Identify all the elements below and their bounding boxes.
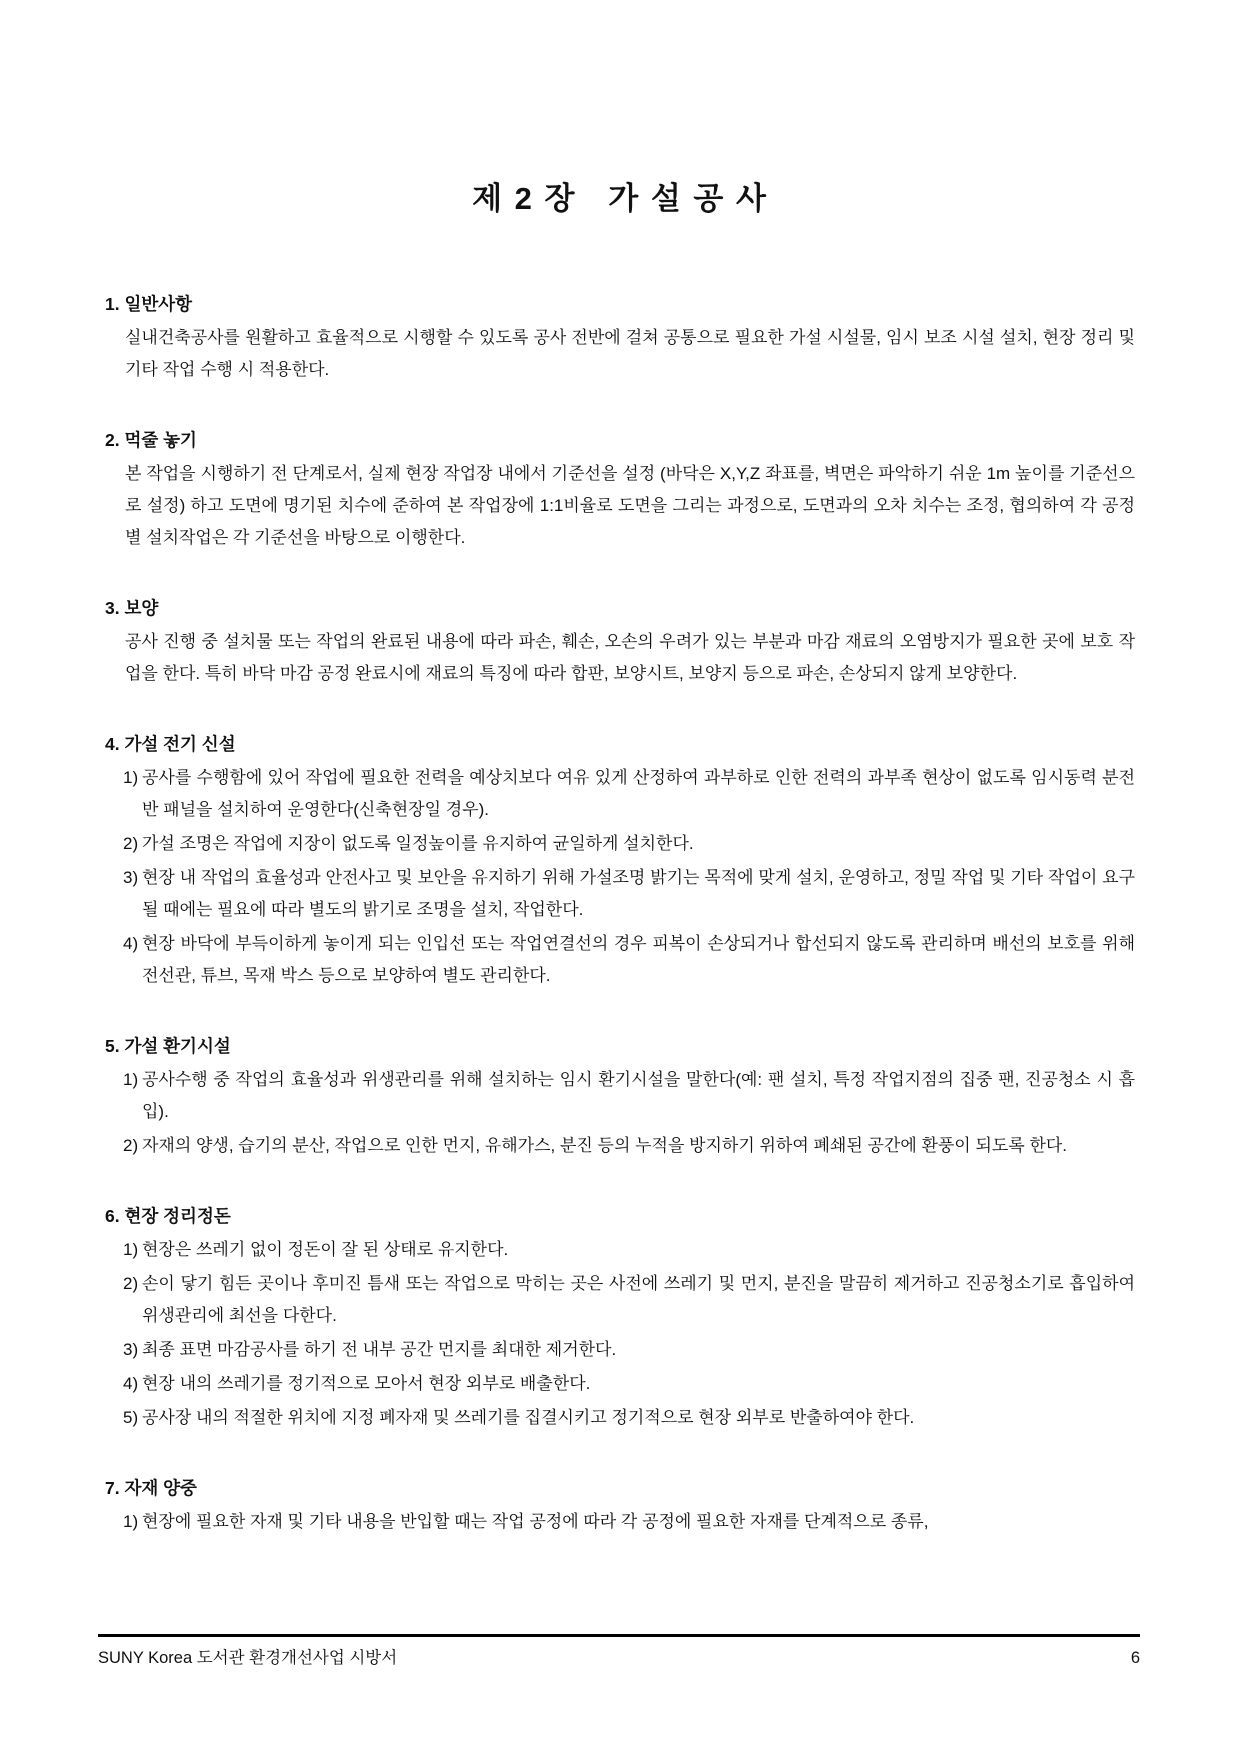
section-1 — [105, 288, 1135, 386]
list-item — [105, 1368, 1135, 1400]
item-text: 최종 표면 마감공사를 하기 전 내부 공간 먼지를 최대한 제거한다. — [142, 1340, 617, 1359]
section-heading: 2. 먹줄 놓기 — [105, 430, 197, 450]
list-item — [105, 928, 1135, 992]
item-marker: 1) — [123, 1240, 139, 1259]
section-heading: 4. 가설 전기 신설 — [105, 734, 236, 754]
item-text: 현장 내 작업의 효율성과 안전사고 및 보안을 유지하기 위해 가설조명 밝기는 목적에 맞게 설치, 운영하고, 정밀 작업 및 기타 작업이 요구될 때에는 필요에 따라 별도의 밝기로 조명을 설치, 작업한다. — [142, 868, 1135, 919]
section-4 — [105, 728, 1135, 992]
section-5 — [105, 1030, 1135, 1162]
paragraph: 공사 진행 중 설치물 또는 작업의 완료된 내용에 따라 파손, 훼손, 오손의 우려가 있는 부분과 마감 재료의 오염방지가 필요한 곳에 보호 작업을 한다. 특히 바닥 마감 공정 완료시에 재료의 특징에 따라 합판, 보양시트, 보양지 등으로 파손, 손상되지 않게 보양한다. — [125, 632, 1135, 683]
item-marker: 5) — [123, 1408, 139, 1427]
item-text: 공사수행 중 작업의 효율성과 위생관리를 위해 설치하는 임시 환기시설을 말한다(예: 팬 설치, 특정 작업지점의 집중 팬, 진공청소 시 흡입). — [142, 1070, 1135, 1121]
item-text: 가설 조명은 작업에 지장이 없도록 일정높이를 유지하여 균일하게 설치한다. — [142, 834, 694, 853]
item-marker: 2) — [123, 834, 139, 853]
document-content — [105, 0, 1135, 1538]
section-2 — [105, 424, 1135, 554]
list-item — [105, 1064, 1135, 1128]
list-item — [105, 1234, 1135, 1266]
item-marker: 4) — [123, 1374, 139, 1393]
page-number: 6 — [1130, 1649, 1140, 1667]
item-marker: 3) — [123, 868, 139, 887]
item-text: 현장 내의 쓰레기를 정기적으로 모아서 현장 외부로 배출한다. — [142, 1374, 591, 1393]
item-marker: 1) — [123, 1512, 139, 1531]
item-text: 공사를 수행함에 있어 작업에 필요한 전력을 예상치보다 여유 있게 산정하여 과부하로 인한 전력의 과부족 현상이 없도록 임시동력 분전반 패널을 설치하여 운영한다(신축현장일 경우). — [142, 768, 1135, 819]
section-heading: 3. 보양 — [105, 598, 159, 618]
item-marker: 1) — [123, 768, 139, 787]
page-footer — [98, 1634, 1140, 1669]
list-item — [105, 762, 1135, 826]
item-text: 현장 바닥에 부득이하게 놓이게 되는 인입선 또는 작업연결선의 경우 피복이 손상되거나 합선되지 않도록 관리하며 배선의 보호를 위해 전선관, 튜브, 목재 박스 등으로 보양하여 별도 관리한다. — [142, 934, 1135, 985]
sections — [105, 288, 1135, 1538]
section-3 — [105, 592, 1135, 690]
section-heading: 5. 가설 환기시설 — [105, 1036, 231, 1056]
list-item — [105, 1130, 1135, 1162]
list-item — [105, 1506, 1135, 1538]
section-heading: 6. 현장 정리정돈 — [105, 1206, 231, 1226]
list-item — [105, 828, 1135, 860]
paragraph: 실내건축공사를 원활하고 효율적으로 시행할 수 있도록 공사 전반에 걸쳐 공통으로 필요한 가설 시설물, 임시 보조 시설 설치, 현장 정리 및 기타 작업 수행 시 적용한다. — [125, 328, 1135, 379]
list-item — [105, 1334, 1135, 1366]
item-marker: 2) — [123, 1274, 139, 1293]
item-text: 공사장 내의 적절한 위치에 지정 폐자재 및 쓰레기를 집결시키고 정기적으로 현장 외부로 반출하여야 한다. — [142, 1408, 915, 1427]
section-heading: 7. 자재 양중 — [105, 1478, 197, 1498]
chapter-title: 제 2 장 가 설 공 사 — [472, 181, 768, 216]
item-marker: 1) — [123, 1070, 139, 1089]
section-7 — [105, 1472, 1135, 1538]
paragraph: 본 작업을 시행하기 전 단계로서, 실제 현장 작업장 내에서 기준선을 설정 (바닥은 X,Y,Z 좌표를, 벽면은 파악하기 쉬운 1m 높이를 기준선으로 설정) 하고 도면에 명기된 치수에 준하여 본 작업장에 1:1비율로 도면을 그리는 과정으로, 도면과의 오차 치수는 조정, 협의하여 각 공정별 설치작업은 각 기준선을 바탕으로 이행한다. — [125, 464, 1135, 547]
section-heading: 1. 일반사항 — [105, 294, 193, 314]
footer-row — [98, 1647, 1140, 1669]
item-text: 현장은 쓰레기 없이 정돈이 잘 된 상태로 유지한다. — [142, 1240, 509, 1259]
list-item — [105, 1402, 1135, 1434]
list-item — [105, 862, 1135, 926]
list-item — [105, 1268, 1135, 1332]
item-text: 자재의 양생, 습기의 분산, 작업으로 인한 먼지, 유해가스, 분진 등의 누적을 방지하기 위하여 폐쇄된 공간에 환풍이 되도록 한다. — [142, 1136, 1068, 1155]
item-text: 현장에 필요한 자재 및 기타 내용을 반입할 때는 작업 공정에 따라 각 공정에 필요한 자재를 단계적으로 종류, — [142, 1512, 929, 1531]
item-marker: 2) — [123, 1136, 139, 1155]
item-text: 손이 닿기 힘든 곳이나 후미진 틈새 또는 작업으로 막히는 곳은 사전에 쓰레기 및 먼지, 분진을 말끔히 제거하고 진공청소기로 흡입하여 위생관리에 최선을 다한다. — [142, 1274, 1135, 1325]
item-marker: 3) — [123, 1340, 139, 1359]
item-marker: 4) — [123, 934, 139, 953]
footer-document-title: SUNY Korea 도서관 환경개선사업 시방서 — [98, 1649, 398, 1667]
section-6 — [105, 1200, 1135, 1434]
footer-divider — [98, 1634, 1140, 1637]
